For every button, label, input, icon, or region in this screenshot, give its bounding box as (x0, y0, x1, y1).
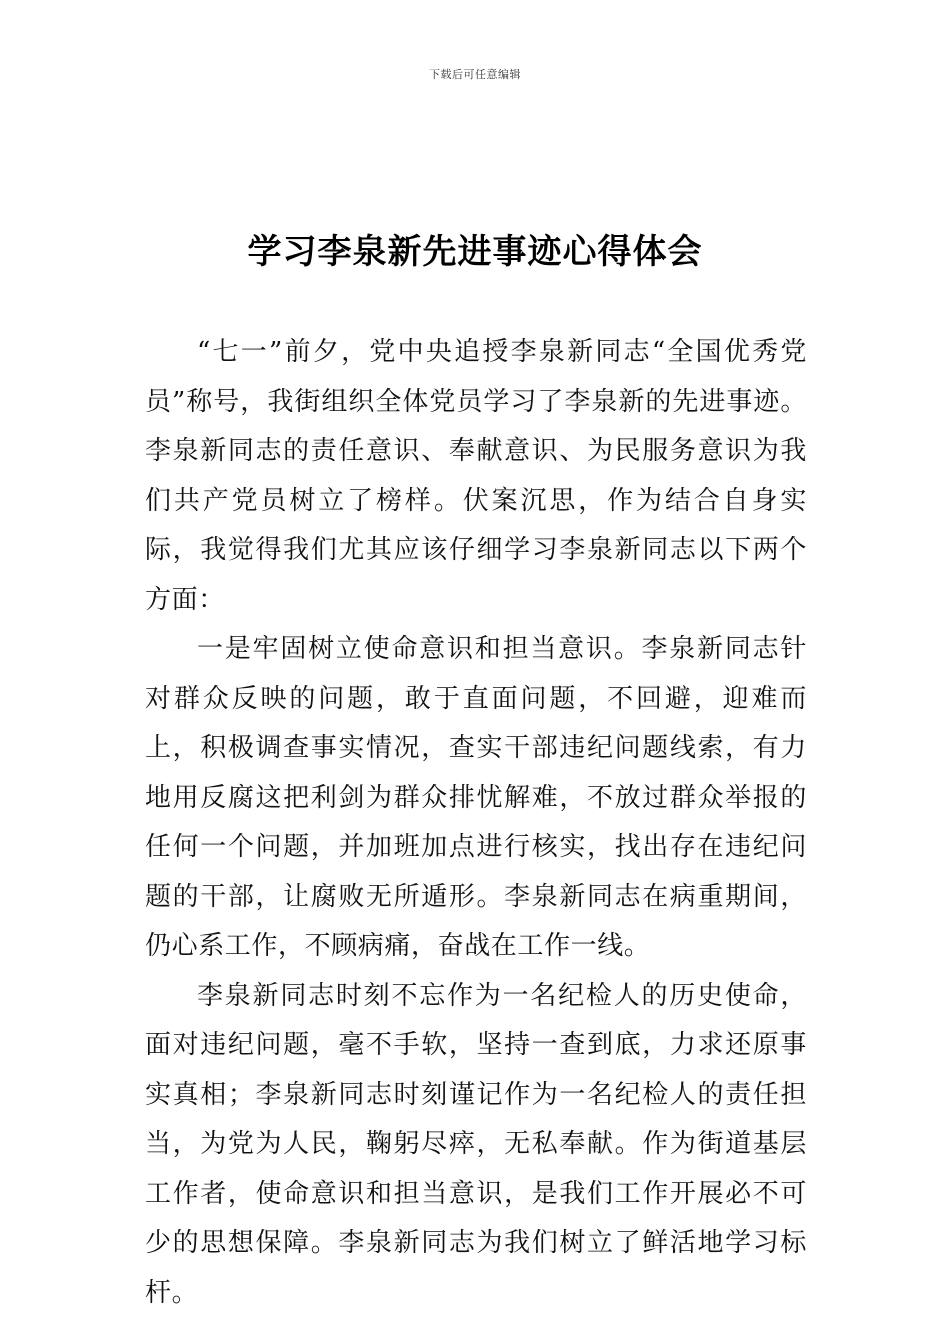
document-body (145, 328, 807, 1318)
document-title: 学习李泉新先进事迹心得体会 (247, 232, 703, 272)
paragraph: 一是牢固树立使命意识和担当意识。李泉新同志针对群众反映的问题，敢于直面问题，不回避，迎难而上，积极调查事实情况，查实干部违纪问题线索，有力地用反腐这把利剑为群众排忧解难，不放过群众举报的任何一个问题，并加班加点进行核实，找出存在违纪问题的干部，让腐败无所遁形。李泉新同志在病重期间，仍心系工作，不顾病痛，奋战在工作一线。 (145, 634, 807, 961)
paragraph: 李泉新同志时刻不忘作为一名纪检人的历史使命，面对违纪问题，毫不手软，坚持一查到底，力求还原事实真相；李泉新同志时刻谨记作为一名纪检人的责任担当，为党为人民，鞠躬尽瘁，无私奉献。作为街道基层工作者，使命意识和担当意识，是我们工作开展必不可少的思想保障。李泉新同志为我们树立了鲜活地学习标杆。 (145, 980, 807, 1308)
header-note: 下载后可任意编辑 (429, 68, 521, 81)
paragraph: “七一”前夕，党中央追授李泉新同志“全国优秀党员”称号，我街组织全体党员学习了李泉新的先进事迹。李泉新同志的责任意识、奉献意识、为民服务意识为我们共产党员树立了榜样。伏案沉思，作为结合自身实际，我觉得我们尤其应该仔细学习李泉新同志以下两个方面： (145, 337, 807, 615)
